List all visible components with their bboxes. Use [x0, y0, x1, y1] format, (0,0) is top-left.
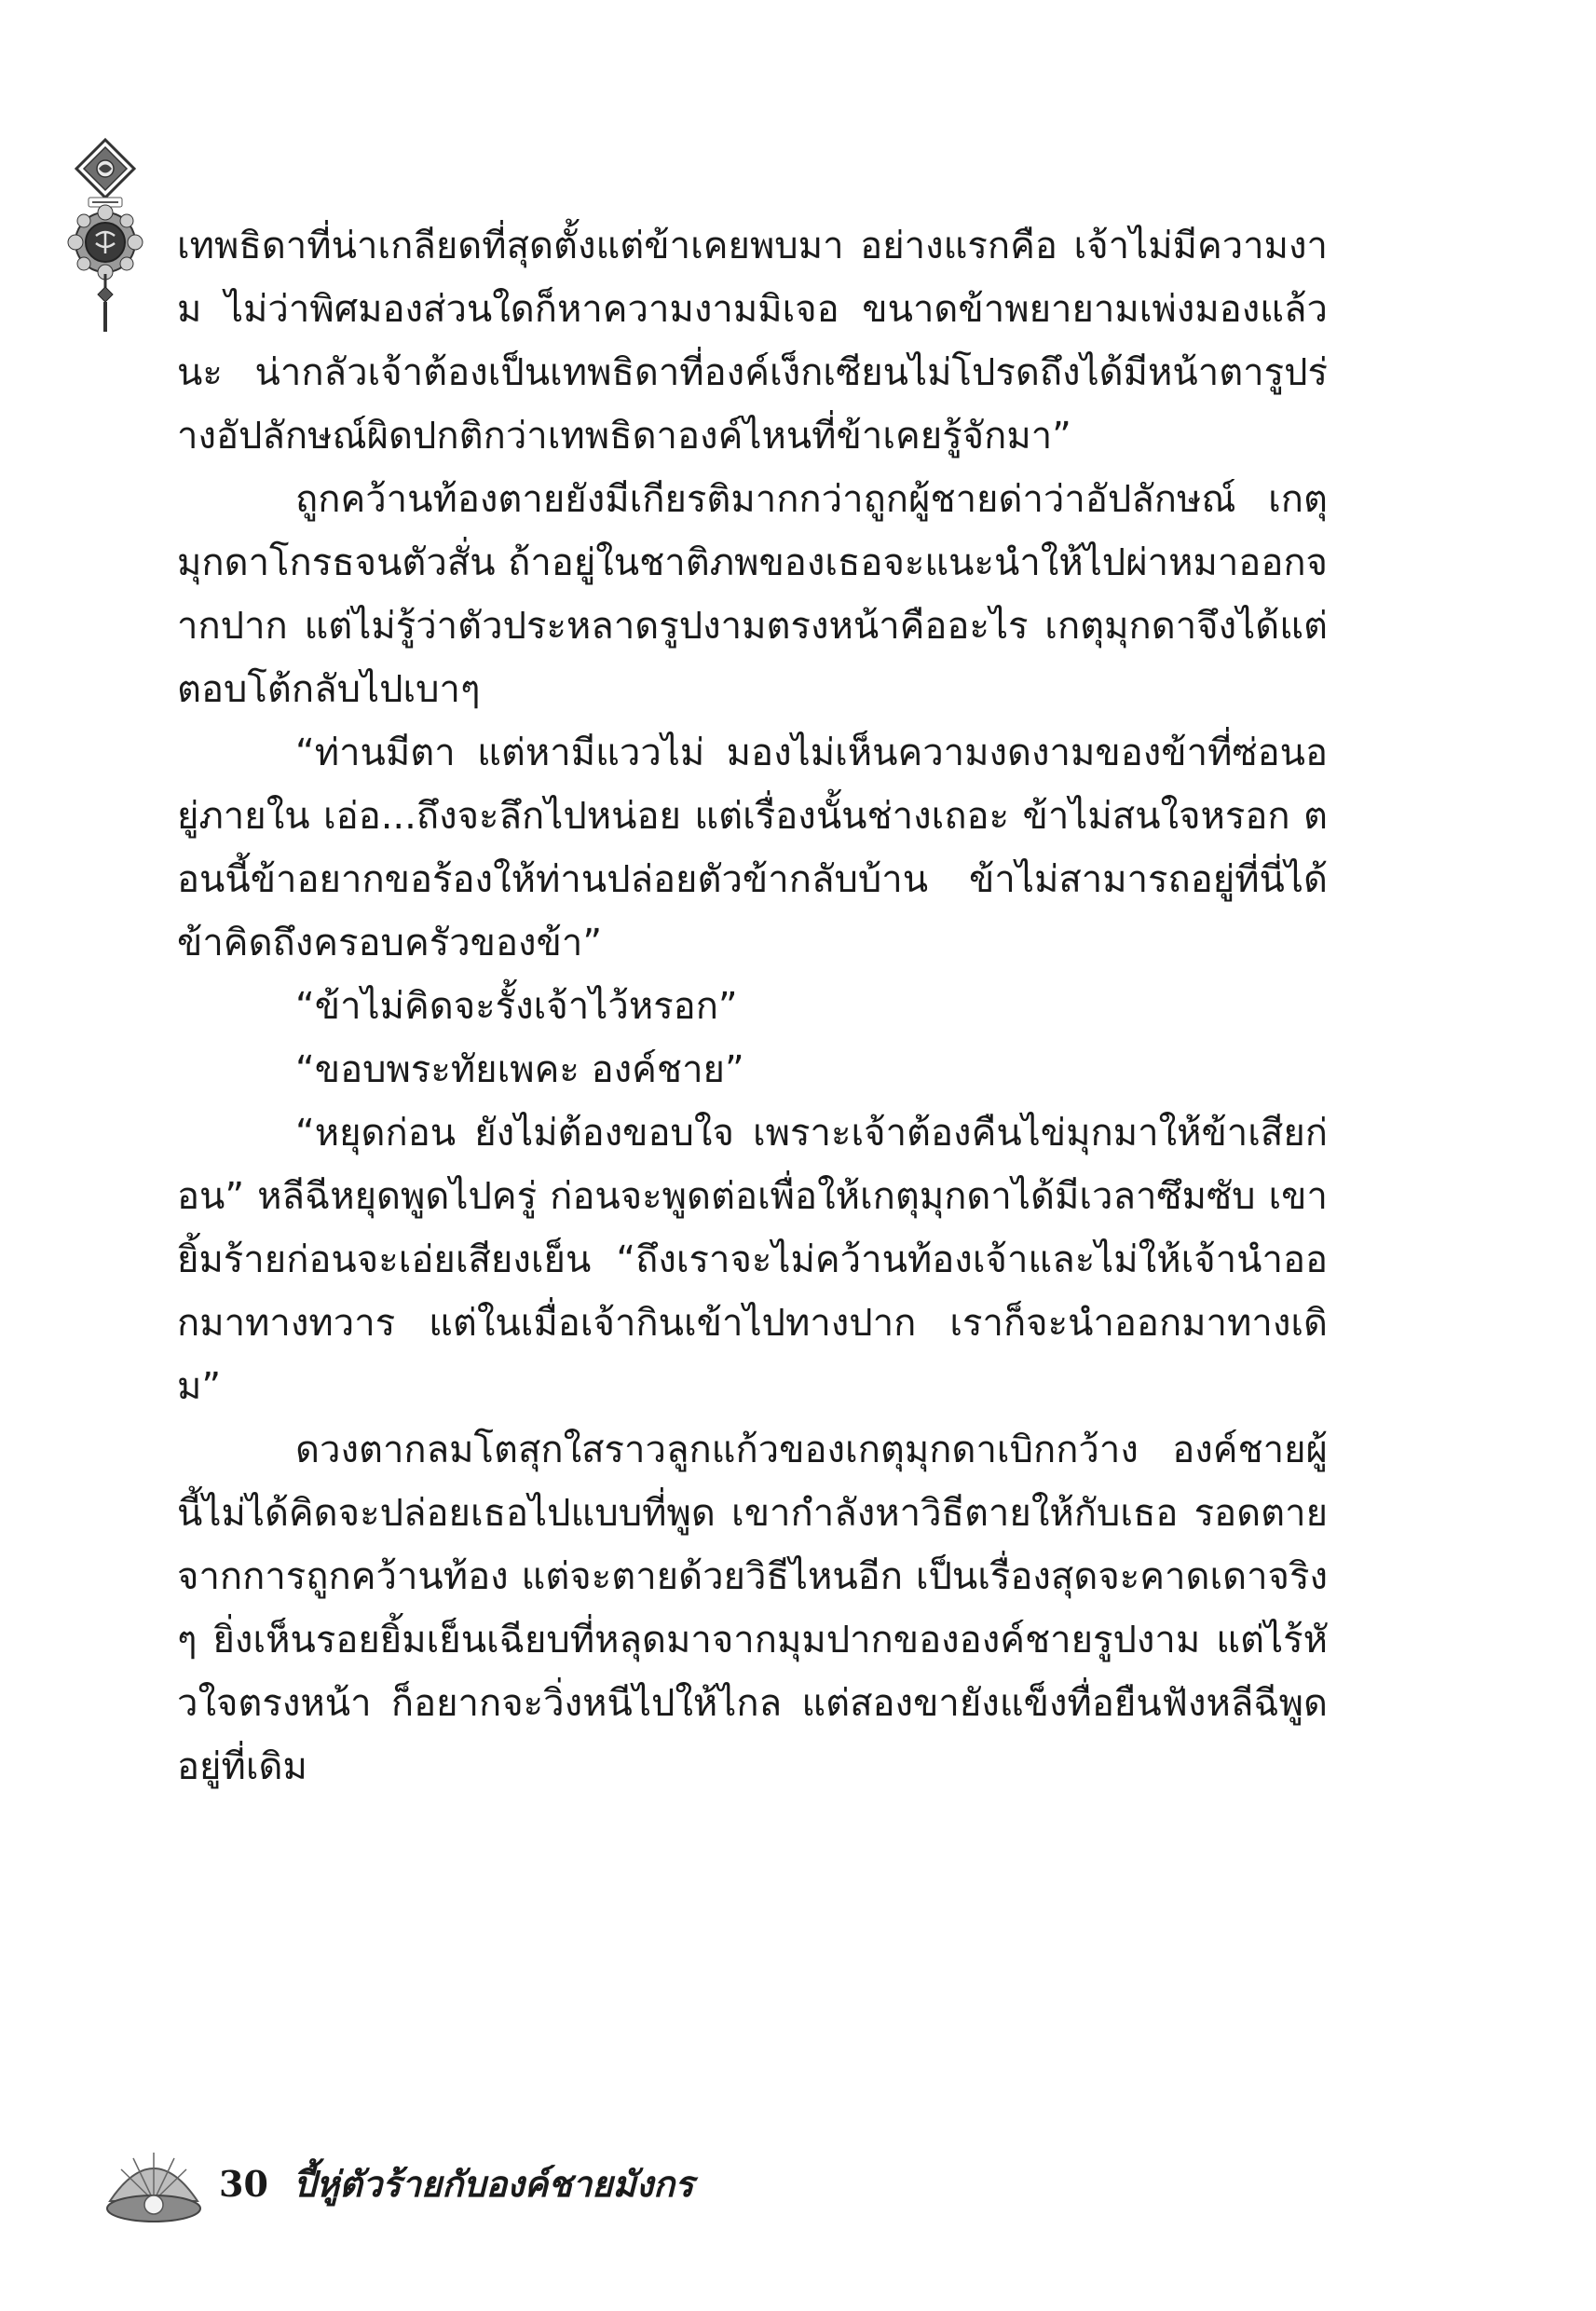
paragraph: “ข้าไม่คิดจะรั้งเจ้าไว้หรอก”: [295, 985, 738, 1028]
pearl-shell-icon: [102, 2143, 205, 2227]
chinese-knot-ornament-icon: [63, 138, 147, 334]
diamond-emblem-icon: [76, 140, 134, 198]
floral-ring-icon: [68, 205, 143, 280]
paragraph: เทพธิดาที่น่าเกลียดที่สุดตั้งแต่ข้าเคยพบมา อย่างแรกคือ เจ้าไม่มีความงาม ไม่ว่าพิศมองส่วนใดก็หาความงามมิเจอ ขนาดข้าพยายามเพ่งมองแล้วนะ น่ากลัวเจ้าต้องเป็นเทพธิดาที่องค์เง็กเซียนไม่โปรดถึงได้มีหน้าตารูปร่างอัปลักษณ์ผิดปกติกว่าเทพธิดาองค์ไหนที่ข้าเคยรู้จักมา”: [177, 225, 1328, 458]
paragraph: “หยุดก่อน ยังไม่ต้องขอบใจ เพราะเจ้าต้องคืนไข่มุกมาให้ข้าเสียก่อน” หลีฉีหยุดพูดไปครู่ ก่อนจะพูดต่อเพื่อให้เกตุมุกดาได้มีเวลาซึมซับ เขายิ้มร้ายก่อนจะเอ่ยเสียงเย็น “ถึงเราจะไม่คว้านท้องเจ้าและไม่ให้เจ้านำออกมาทางทวาร แต่ในเมื่อเจ้ากินเข้าไปทางปาก เราก็จะนำออกมาทางเดิม”: [177, 1112, 1328, 1408]
paragraph: ดวงตากลมโตสุกใสราวลูกแก้วของเกตุมุกดาเบิกกว้าง องค์ชายผู้นี้ไม่ได้คิดจะปล่อยเธอไปแบบที่พูด เขากำลังหาวิธีตายให้กับเธอ รอดตายจากการถูกคว้านท้อง แต่จะตายด้วยวิธีไหนอีก เป็นเรื่องสุดจะคาดเดาจริงๆ ยิ่งเห็นรอยยิ้มเย็นเฉียบที่หลุดมาจากมุมปากขององค์ชายรูปงาม แต่ไร้หัวใจตรงหน้า ก็อยากจะวิ่งหนีไปให้ไกล แต่สองขายังแข็งทื่อยืนฟังหลีฉีพูดอยู่ที่เดิม: [177, 1429, 1328, 1788]
tassel-icon: [98, 274, 113, 332]
paragraph: “ขอบพระทัยเพคะ องค์ชาย”: [295, 1048, 744, 1091]
page-number: 30: [219, 2163, 268, 2205]
page-body: [177, 214, 1328, 1798]
paragraph: ถูกคว้านท้องตายยังมีเกียรติมากกว่าถูกผู้ชายด่าว่าอัปลักษณ์ เกตุมุกดาโกรธจนตัวสั่น ถ้าอยู่ในชาติภพของเธอจะแนะนำให้ไปผ่าหมาออกจากปาก แต่ไม่รู้ว่าตัวประหลาดรูปงามตรงหน้าคืออะไร เกตุมุกดาจึงได้แต่ตอบโต้กลับไปเบาๆ: [177, 478, 1328, 711]
page-footer: [102, 2143, 941, 2227]
paragraph: “ท่านมีตา แต่หามีแววไม่ มองไม่เห็นความงดงามของข้าที่ซ่อนอยู่ภายใน เอ่อ...ถึงจะลึกไปหน่อย แต่เรื่องนั้นช่างเถอะ ข้าไม่สนใจหรอก ตอนนี้ข้าอยากขอร้องให้ท่านปล่อยตัวข้ากลับบ้าน ข้าไม่สามารถอยู่ที่นี่ได้ ข้าคิดถึงครอบครัวของข้า”: [177, 732, 1328, 964]
book-title: ปี้หู่ตัวร้ายกับองค์ชายมังกร: [293, 2164, 694, 2205]
